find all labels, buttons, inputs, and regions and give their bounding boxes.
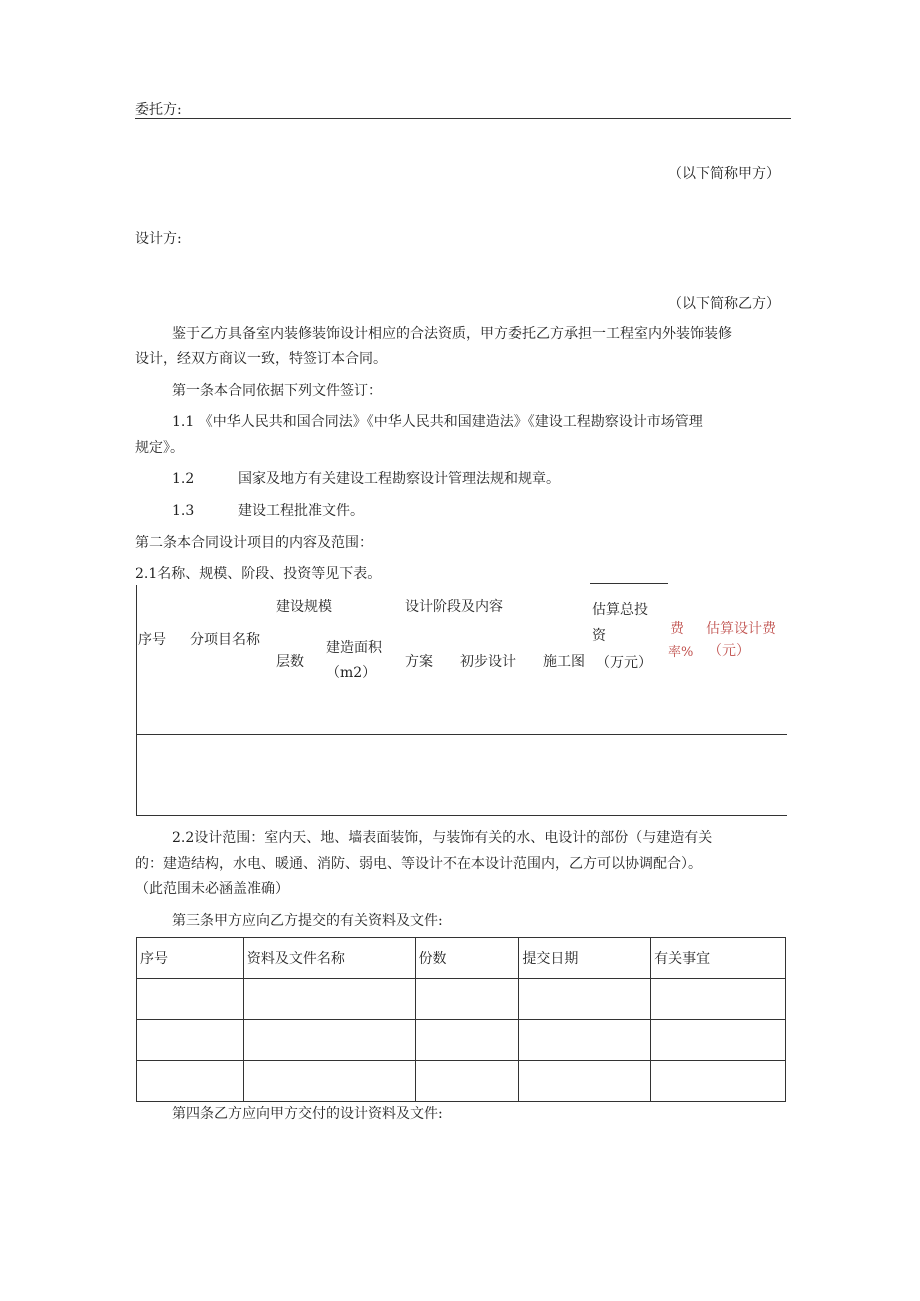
col-serial-no: 序号 [137,938,244,979]
designer-label: 设计方: [135,231,182,247]
intro-line-1: 鉴于乙方具备室内装修装饰设计相应的合法资质，甲方委托乙方承担一工程室内外装饰装修 [172,326,732,342]
col-related-matters: 有关事宜 [651,938,786,979]
col-document-name: 资料及文件名称 [243,938,415,979]
designer-abbreviation: （以下简称乙方） [668,296,780,312]
header-fee-rate-percent: 率% [668,645,694,660]
article-1-item-2-text: 国家及地方有关建设工程勘察设计管理法规和规章。 [238,471,560,487]
intro-line-2: 设计，经双方商议一致，特签订本合同。 [135,351,387,367]
article-1-title: 第一条本合同依据下列文件签订： [172,383,382,399]
header-building-area: 建造面积 [326,640,382,656]
table-header-row [137,938,786,979]
header-estimated-design-fee: 估算设计费 [706,621,776,637]
header-preliminary-design: 初步设计 [460,654,516,670]
table-bottom-border [136,815,787,816]
table-row [137,1020,786,1061]
article-2-sub-2-line-3: （此范围未必涵盖准确） [135,881,289,897]
article-2-sub-2-line-1: 2.2设计范围：室内天、地、墙表面装饰，与装饰有关的水、电设计的部份（与建造有关 [172,830,713,846]
table-row [137,979,786,1020]
client-abbreviation: （以下简称甲方） [668,166,780,182]
article-1-item-3-number: 1.3 [172,503,195,519]
col-copies: 份数 [415,938,519,979]
header-estimated-investment: 估算总投 [592,602,648,618]
col-submission-date: 提交日期 [519,938,651,979]
table-left-border [136,585,137,816]
header-floors: 层数 [276,654,304,670]
header-construction-scale: 建设规模 [276,599,332,615]
table-top-rule [590,583,668,584]
article-2-sub-2-line-2: 的：建造结构，水电、暖通、消防、弱电、等设计不在本设计范围内，乙方可以协调配合）。 [135,856,702,872]
article-1-item-3-text: 建设工程批准文件。 [238,503,364,519]
article-3-title: 第三条甲方应向乙方提交的有关资料及文件: [172,913,443,929]
header-item-name: 分项目名称 [190,632,260,648]
article-2-sub-1: 2.1名称、规模、阶段、投资等见下表。 [135,566,382,582]
article-1-item-2-number: 1.2 [172,471,195,487]
article-2-title: 第二条本合同设计项目的内容及范围： [135,535,373,551]
client-underline [135,118,791,119]
header-scheme: 方案 [405,654,433,670]
article-1-item-1-line-1: 1.1 《中华人民共和国合同法》《中华人民共和国建造法》《建设工程勘察设计市场管理 [172,414,703,430]
documents-table [136,937,786,1102]
header-building-area-unit: （m2） [326,665,377,681]
article-4-title: 第四条乙方应向甲方交付的设计资料及文件: [172,1106,443,1122]
header-fee-rate: 费 [670,621,684,637]
header-investment-unit: （万元） [596,655,652,671]
header-design-stage: 设计阶段及内容 [405,599,503,615]
article-1-item-1-line-2: 规定》。 [135,440,184,456]
table-row-divider [136,734,787,735]
header-serial-no: 序号 [138,632,166,648]
table-row [137,1061,786,1102]
header-design-fee-unit: （元） [708,643,750,659]
header-estimated-investment-2: 资 [592,628,606,644]
header-construction-drawing: 施工图 [543,654,585,670]
client-label: 委托方: [135,102,182,118]
